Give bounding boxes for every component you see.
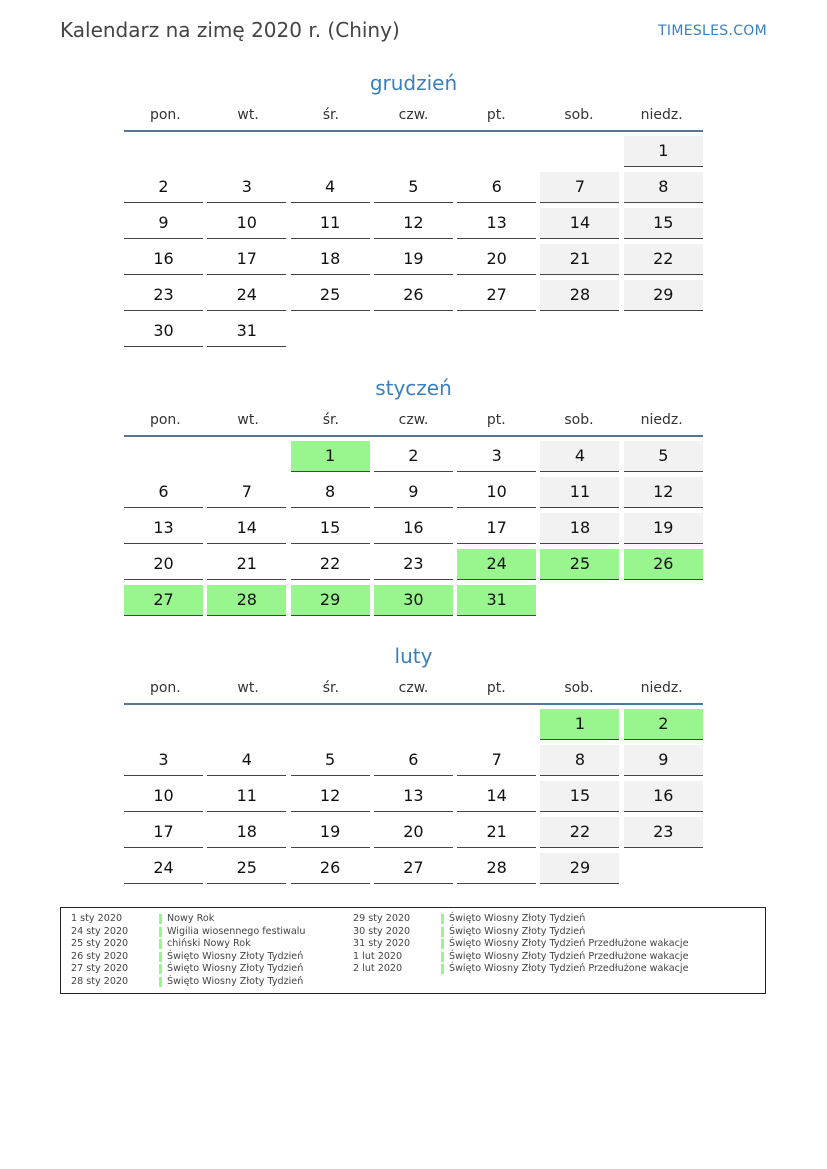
day-cell: 11 — [540, 477, 619, 508]
day-cell: 19 — [624, 513, 703, 544]
holiday-color-marker — [159, 939, 162, 949]
legend-holiday-name: Wigilia wiosennego festiwalu — [167, 925, 306, 937]
empty-cell — [124, 441, 203, 471]
legend-date: 25 sty 2020 — [71, 938, 129, 949]
day-grid — [124, 136, 703, 347]
legend-row — [343, 938, 689, 951]
legend-date: 2 lut 2020 — [353, 963, 403, 974]
day-cell: 5 — [374, 172, 453, 203]
day-cell: 17 — [124, 817, 203, 848]
day-cell: 1 — [624, 136, 703, 167]
day-cell: 23 — [124, 280, 203, 311]
empty-cell — [540, 585, 619, 615]
weekday-label: śr. — [322, 680, 339, 696]
weekday-label: pon. — [149, 680, 181, 696]
legend-date: 28 sty 2020 — [71, 975, 129, 987]
day-cell: 14 — [457, 781, 536, 812]
weekday-label: śr. — [322, 107, 339, 123]
day-cell: 27 — [124, 585, 203, 616]
legend-date: 24 sty 2020 — [71, 925, 129, 937]
day-cell: 26 — [624, 549, 703, 580]
day-cell: 29 — [624, 280, 703, 311]
day-cell: 23 — [374, 549, 453, 580]
day-cell: 31 — [457, 585, 536, 616]
day-cell: 17 — [207, 244, 286, 275]
weekday-label: wt. — [237, 412, 259, 428]
day-cell: 15 — [291, 513, 370, 544]
day-cell: 2 — [374, 441, 453, 472]
day-cell: 15 — [540, 781, 619, 812]
weekday-label: pon. — [149, 107, 181, 123]
day-cell: 7 — [207, 477, 286, 508]
legend-row — [61, 976, 306, 989]
weekday-label: niedz. — [640, 680, 683, 696]
day-cell: 7 — [457, 745, 536, 776]
weekday-label: wt. — [237, 107, 259, 123]
day-cell: 28 — [457, 853, 536, 884]
day-cell: 22 — [540, 817, 619, 848]
holiday-color-marker — [441, 939, 444, 949]
holiday-color-marker — [159, 927, 162, 937]
legend-column-right — [343, 913, 689, 976]
day-cell: 30 — [124, 316, 203, 347]
day-cell: 7 — [540, 172, 619, 203]
day-cell: 20 — [457, 244, 536, 275]
weekday-header — [124, 100, 703, 132]
day-cell: 9 — [624, 745, 703, 776]
legend-date: 1 lut 2020 — [353, 950, 403, 962]
day-cell: 10 — [207, 208, 286, 239]
day-cell: 15 — [624, 208, 703, 239]
weekday-label: czw. — [398, 680, 429, 696]
day-cell: 6 — [374, 745, 453, 776]
legend-date: 27 sty 2020 — [71, 963, 129, 974]
day-cell: 12 — [374, 208, 453, 239]
legend-row — [343, 951, 689, 964]
legend-row — [343, 913, 689, 926]
day-cell: 16 — [624, 781, 703, 812]
day-cell: 10 — [124, 781, 203, 812]
day-cell: 16 — [374, 513, 453, 544]
weekday-label: pt. — [486, 412, 506, 428]
empty-cell — [291, 316, 370, 346]
day-cell: 22 — [291, 549, 370, 580]
weekday-label: sob. — [564, 107, 594, 123]
weekday-label: pt. — [486, 107, 506, 123]
weekday-label: wt. — [237, 680, 259, 696]
day-cell: 17 — [457, 513, 536, 544]
day-cell: 6 — [457, 172, 536, 203]
day-cell: 11 — [291, 208, 370, 239]
holiday-color-marker — [441, 964, 444, 974]
legend-row — [61, 926, 306, 939]
day-cell: 2 — [124, 172, 203, 203]
legend-row — [61, 938, 306, 951]
day-cell: 8 — [291, 477, 370, 508]
day-cell: 26 — [374, 280, 453, 311]
weekday-header — [124, 673, 703, 705]
day-cell: 13 — [124, 513, 203, 544]
weekday-label: śr. — [322, 412, 339, 428]
day-cell: 12 — [624, 477, 703, 508]
legend-holiday-name: Święto Wiosny Złoty Tydzień Przedłużone wakacje — [449, 938, 689, 949]
brand-link[interactable]: TIMESLES.COM — [658, 23, 767, 39]
empty-cell — [374, 709, 453, 739]
day-cell: 3 — [457, 441, 536, 472]
month-name: styczeń — [375, 376, 452, 400]
day-cell: 9 — [124, 208, 203, 239]
day-cell: 5 — [624, 441, 703, 472]
legend-date: 30 sty 2020 — [353, 925, 411, 937]
day-cell: 1 — [540, 709, 619, 740]
legend-holiday-name: Święto Wiosny Złoty Tydzień — [167, 950, 304, 962]
day-cell: 2 — [624, 709, 703, 740]
day-cell: 24 — [457, 549, 536, 580]
empty-cell — [457, 709, 536, 739]
day-cell: 25 — [540, 549, 619, 580]
day-cell: 21 — [207, 549, 286, 580]
day-cell: 21 — [540, 244, 619, 275]
empty-cell — [207, 441, 286, 471]
day-cell: 10 — [457, 477, 536, 508]
day-cell: 6 — [124, 477, 203, 508]
weekday-label: pon. — [149, 412, 181, 428]
weekday-label: czw. — [398, 412, 429, 428]
day-cell: 25 — [291, 280, 370, 311]
legend-date: 31 sty 2020 — [353, 938, 411, 949]
empty-cell — [374, 316, 453, 346]
legend-row — [61, 963, 306, 976]
day-cell: 14 — [207, 513, 286, 544]
legend-holiday-name: Święto Wiosny Złoty Tydzień — [167, 975, 304, 987]
day-cell: 28 — [540, 280, 619, 311]
day-cell: 29 — [540, 853, 619, 884]
day-cell: 3 — [207, 172, 286, 203]
legend-column-left — [61, 913, 306, 988]
legend-holiday-name: Święto Wiosny Złoty Tydzień Przedłużone wakacje — [449, 963, 689, 974]
day-cell: 8 — [624, 172, 703, 203]
day-cell: 31 — [207, 316, 286, 347]
legend-holiday-name: Święto Wiosny Złoty Tydzień Przedłużone wakacje — [449, 950, 689, 962]
weekday-label: sob. — [564, 412, 594, 428]
legend-holiday-name: Nowy Rok — [167, 913, 215, 924]
legend-holiday-name: Święto Wiosny Złoty Tydzień — [167, 963, 304, 974]
weekday-header — [124, 405, 703, 437]
day-cell: 8 — [540, 745, 619, 776]
day-grid — [124, 441, 703, 616]
legend-row — [61, 951, 306, 964]
legend-date: 1 sty 2020 — [71, 913, 123, 924]
day-cell: 30 — [374, 585, 453, 616]
day-cell: 18 — [207, 817, 286, 848]
day-cell: 20 — [124, 549, 203, 580]
holiday-color-marker — [441, 914, 444, 924]
day-cell: 20 — [374, 817, 453, 848]
day-cell: 24 — [207, 280, 286, 311]
day-cell: 4 — [291, 172, 370, 203]
empty-cell — [540, 136, 619, 166]
day-cell: 18 — [540, 513, 619, 544]
month-january — [124, 372, 703, 616]
empty-cell — [207, 136, 286, 166]
weekday-label: niedz. — [640, 412, 683, 428]
day-cell: 19 — [291, 817, 370, 848]
empty-cell — [540, 316, 619, 346]
day-cell: 4 — [207, 745, 286, 776]
day-cell: 16 — [124, 244, 203, 275]
weekday-label: czw. — [398, 107, 429, 123]
legend-holiday-name: Święto Wiosny Złoty Tydzień — [449, 925, 586, 937]
weekday-label: sob. — [564, 680, 594, 696]
weekday-label: pt. — [486, 680, 506, 696]
day-cell: 12 — [291, 781, 370, 812]
empty-cell — [624, 853, 703, 883]
day-cell: 23 — [624, 817, 703, 848]
day-cell: 27 — [374, 853, 453, 884]
legend-date: 29 sty 2020 — [353, 913, 411, 924]
day-cell: 21 — [457, 817, 536, 848]
holiday-legend — [60, 907, 766, 994]
day-cell: 1 — [291, 441, 370, 472]
day-cell: 13 — [374, 781, 453, 812]
month-february — [124, 640, 703, 884]
day-cell: 25 — [207, 853, 286, 884]
month-december — [124, 67, 703, 347]
day-cell: 4 — [540, 441, 619, 472]
empty-cell — [374, 136, 453, 166]
day-cell: 26 — [291, 853, 370, 884]
empty-cell — [291, 709, 370, 739]
day-cell: 5 — [291, 745, 370, 776]
day-cell: 24 — [124, 853, 203, 884]
holiday-color-marker — [159, 977, 162, 987]
day-cell: 28 — [207, 585, 286, 616]
legend-row — [61, 913, 306, 926]
holiday-color-marker — [441, 952, 444, 962]
empty-cell — [291, 136, 370, 166]
day-cell: 13 — [457, 208, 536, 239]
legend-holiday-name: chiński Nowy Rok — [167, 938, 251, 949]
page-title: Kalendarz na zimę 2020 r. (Chiny) — [60, 18, 400, 42]
legend-row — [343, 926, 689, 939]
day-cell: 29 — [291, 585, 370, 616]
day-cell: 19 — [374, 244, 453, 275]
weekday-label: niedz. — [640, 107, 683, 123]
day-cell: 3 — [124, 745, 203, 776]
empty-cell — [124, 709, 203, 739]
day-cell: 27 — [457, 280, 536, 311]
empty-cell — [124, 136, 203, 166]
holiday-color-marker — [159, 964, 162, 974]
day-grid — [124, 709, 703, 884]
month-name: luty — [394, 644, 433, 668]
legend-row — [343, 963, 689, 976]
holiday-color-marker — [441, 927, 444, 937]
legend-date: 26 sty 2020 — [71, 950, 129, 962]
empty-cell — [457, 316, 536, 346]
day-cell: 14 — [540, 208, 619, 239]
holiday-color-marker — [159, 952, 162, 962]
holiday-color-marker — [159, 914, 162, 924]
month-name: grudzień — [369, 71, 458, 95]
legend-holiday-name: Święto Wiosny Złoty Tydzień — [449, 913, 586, 924]
empty-cell — [207, 709, 286, 739]
day-cell: 18 — [291, 244, 370, 275]
day-cell: 11 — [207, 781, 286, 812]
empty-cell — [624, 316, 703, 346]
day-cell: 22 — [624, 244, 703, 275]
empty-cell — [624, 585, 703, 615]
empty-cell — [457, 136, 536, 166]
day-cell: 9 — [374, 477, 453, 508]
